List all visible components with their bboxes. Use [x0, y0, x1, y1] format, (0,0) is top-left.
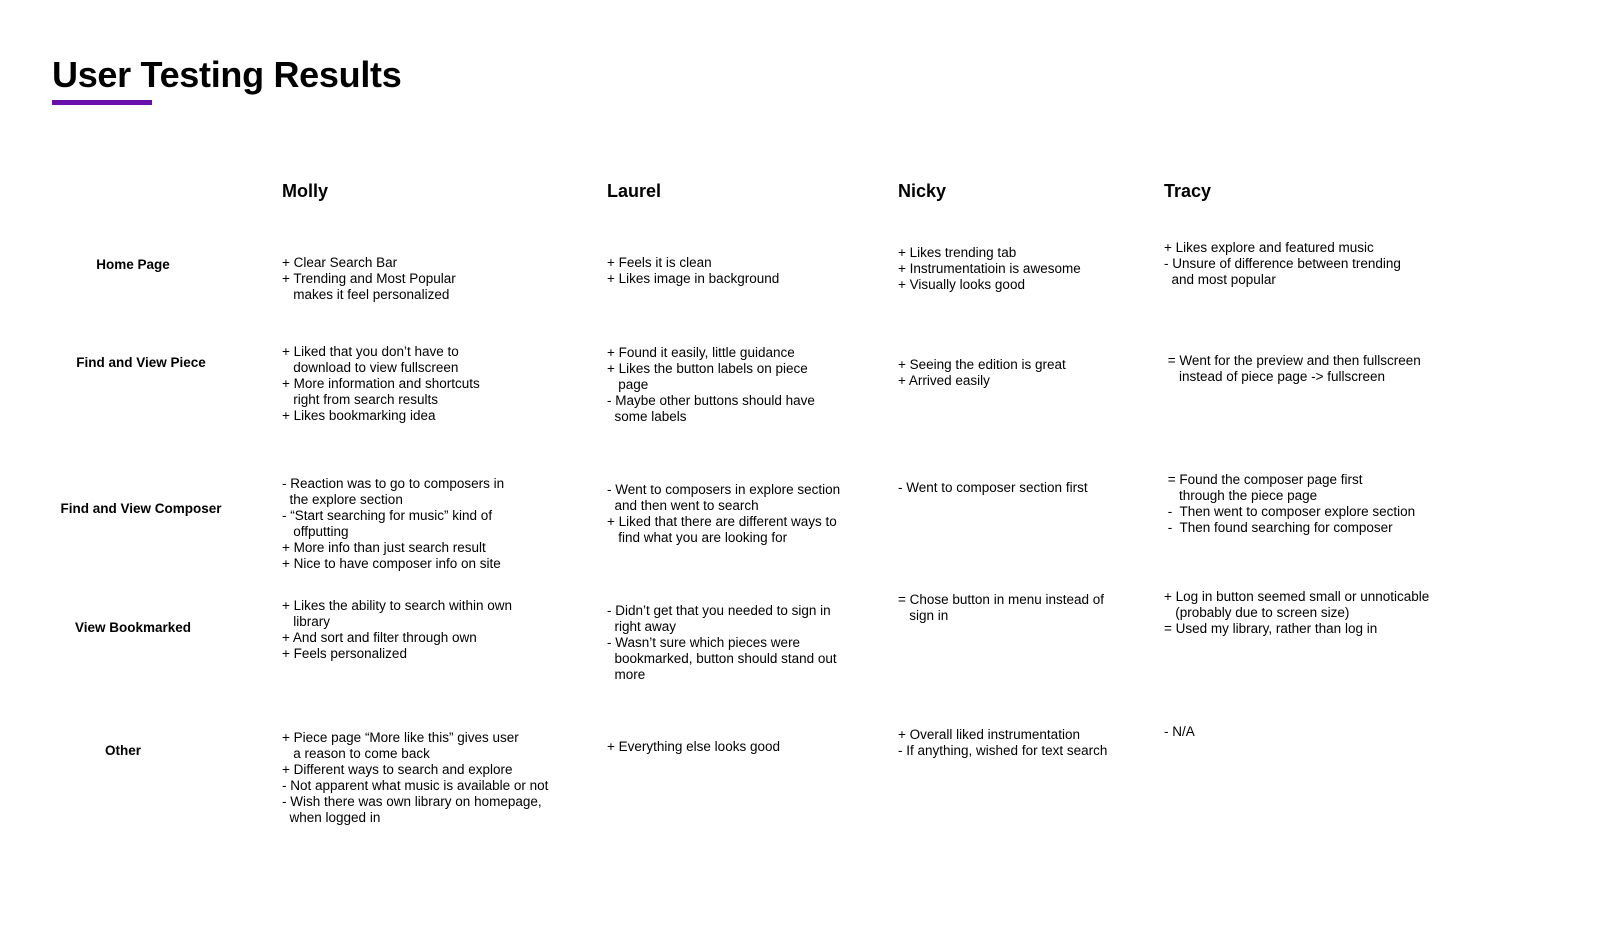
cell-line: - Maybe other buttons should have: [607, 393, 815, 408]
cell-line: + Arrived easily: [898, 373, 990, 388]
row-label-find-view-piece: Find and View Piece: [76, 355, 206, 370]
cell-find-view-composer-tracy: [1164, 472, 1415, 536]
cell-line: + Likes bookmarking idea: [282, 408, 436, 423]
cell-line: - Then went to composer explore section: [1164, 504, 1416, 519]
cell-line: through the piece page: [1164, 488, 1318, 503]
cell-line: - Went to composer section first: [898, 480, 1088, 495]
cell-line: + Feels personalized: [282, 646, 407, 661]
cell-line: - Reaction was to go to composers in: [282, 476, 505, 491]
cell-line: right from search results: [282, 392, 439, 407]
cell-line: - “Start searching for music” kind of: [282, 508, 493, 523]
cell-find-view-composer-laurel: [607, 482, 840, 546]
cell-line: offputting: [282, 524, 349, 539]
cell-line: a reason to come back: [282, 746, 430, 761]
cell-line: + Likes image in background: [607, 271, 780, 286]
cell-line: = Chose button in menu instead of: [898, 592, 1105, 607]
column-header-nicky: Nicky: [898, 181, 947, 201]
cell-line: - Wish there was own library on homepage,: [282, 794, 542, 809]
cell-line: - Unsure of difference between trending: [1164, 256, 1401, 271]
cell-line: = Went for the preview and then fullscreen: [1164, 353, 1421, 368]
cell-find-view-piece-molly: [282, 344, 480, 424]
row-label-find-view-composer: Find and View Composer: [60, 501, 222, 516]
title-underline: [52, 100, 152, 105]
cell-home-page-molly: [282, 255, 456, 303]
cell-line: + Liked that there are different ways to: [607, 514, 837, 529]
cell-line: find what you are looking for: [607, 530, 788, 545]
cell-line: + And sort and filter through own: [282, 630, 477, 645]
cell-line: + Likes the button labels on piece: [607, 361, 808, 376]
cell-line: - Not apparent what music is available or not: [282, 778, 549, 793]
cell-other-laurel: [607, 739, 780, 755]
cell-view-bookmarked-laurel: [607, 603, 837, 683]
cell-line: page: [607, 377, 649, 392]
cell-line: = Used my library, rather than log in: [1164, 621, 1378, 636]
cell-line: + Trending and Most Popular: [282, 271, 456, 286]
cell-line: instead of piece page -> fullscreen: [1164, 369, 1386, 384]
cell-line: right away: [607, 619, 677, 634]
cell-line: + More info than just search result: [282, 540, 486, 555]
cell-find-view-composer-nicky: [898, 480, 1088, 496]
cell-home-page-tracy: [1164, 240, 1401, 288]
cell-find-view-composer-molly: [282, 476, 504, 572]
cell-line: + Piece page “More like this” gives user: [282, 730, 519, 745]
cell-line: and most popular: [1164, 272, 1276, 287]
cell-line: sign in: [898, 608, 949, 623]
cell-line: + Nice to have composer info on site: [282, 556, 501, 571]
cell-line: + Likes explore and featured music: [1164, 240, 1374, 255]
cell-other-molly: [282, 730, 548, 826]
cell-line: library: [282, 614, 331, 629]
row-label-other: Other: [104, 743, 141, 758]
row-label-home-page: Home Page: [96, 257, 170, 272]
cell-line: - N/A: [1164, 724, 1195, 739]
row-label-view-bookmarked: View Bookmarked: [74, 620, 192, 635]
cell-line: + Likes trending tab: [898, 245, 1017, 260]
cell-line: + Overall liked instrumentation: [898, 727, 1080, 742]
cell-home-page-laurel: [607, 255, 779, 287]
column-header-laurel: Laurel: [607, 181, 662, 201]
cell-line: = Found the composer page first: [1164, 472, 1363, 487]
page-title: User Testing Results: [52, 54, 402, 95]
cell-line: + Visually looks good: [898, 277, 1025, 292]
cell-line: + Log in button seemed small or unnoticable: [1164, 589, 1430, 604]
cell-view-bookmarked-tracy: [1164, 589, 1429, 637]
column-header-molly: Molly: [282, 181, 329, 201]
cell-line: some labels: [607, 409, 687, 424]
cell-line: - Wasn’t sure which pieces were: [607, 635, 801, 650]
cell-line: when logged in: [282, 810, 381, 825]
cell-find-view-piece-laurel: [607, 345, 815, 425]
cell-line: - Didn’t get that you needed to sign in: [607, 603, 831, 618]
cell-line: + Clear Search Bar: [282, 255, 398, 270]
cell-line: + Different ways to search and explore: [282, 762, 513, 777]
cell-other-tracy: [1164, 724, 1195, 740]
cell-line: download to view fullscreen: [282, 360, 459, 375]
cell-view-bookmarked-nicky: [898, 592, 1104, 624]
cell-line: + Everything else looks good: [607, 739, 780, 754]
cell-line: - Then found searching for composer: [1164, 520, 1393, 535]
cell-find-view-piece-tracy: [1164, 353, 1421, 385]
cell-line: + Liked that you don’t have to: [282, 344, 459, 359]
cell-line: - Went to composers in explore section: [607, 482, 841, 497]
cell-line: bookmarked, button should stand out: [607, 651, 837, 666]
cell-line: + Found it easily, little guidance: [607, 345, 795, 360]
cell-line: - If anything, wished for text search: [898, 743, 1108, 758]
cell-line: (probably due to screen size): [1164, 605, 1350, 620]
cell-line: more: [607, 667, 646, 682]
cell-line: + Instrumentatioin is awesome: [898, 261, 1081, 276]
cell-line: the explore section: [282, 492, 403, 507]
column-header-tracy: Tracy: [1164, 181, 1212, 201]
cell-line: + Likes the ability to search within own: [282, 598, 512, 613]
cell-home-page-nicky: [898, 245, 1081, 293]
cell-line: + More information and shortcuts: [282, 376, 480, 391]
cell-other-nicky: [898, 727, 1107, 759]
cell-view-bookmarked-molly: [282, 598, 512, 662]
cell-line: makes it feel personalized: [282, 287, 450, 302]
cell-find-view-piece-nicky: [898, 357, 1066, 389]
cell-line: + Feels it is clean: [607, 255, 712, 270]
cell-line: + Seeing the edition is great: [898, 357, 1066, 372]
cell-line: and then went to search: [607, 498, 759, 513]
